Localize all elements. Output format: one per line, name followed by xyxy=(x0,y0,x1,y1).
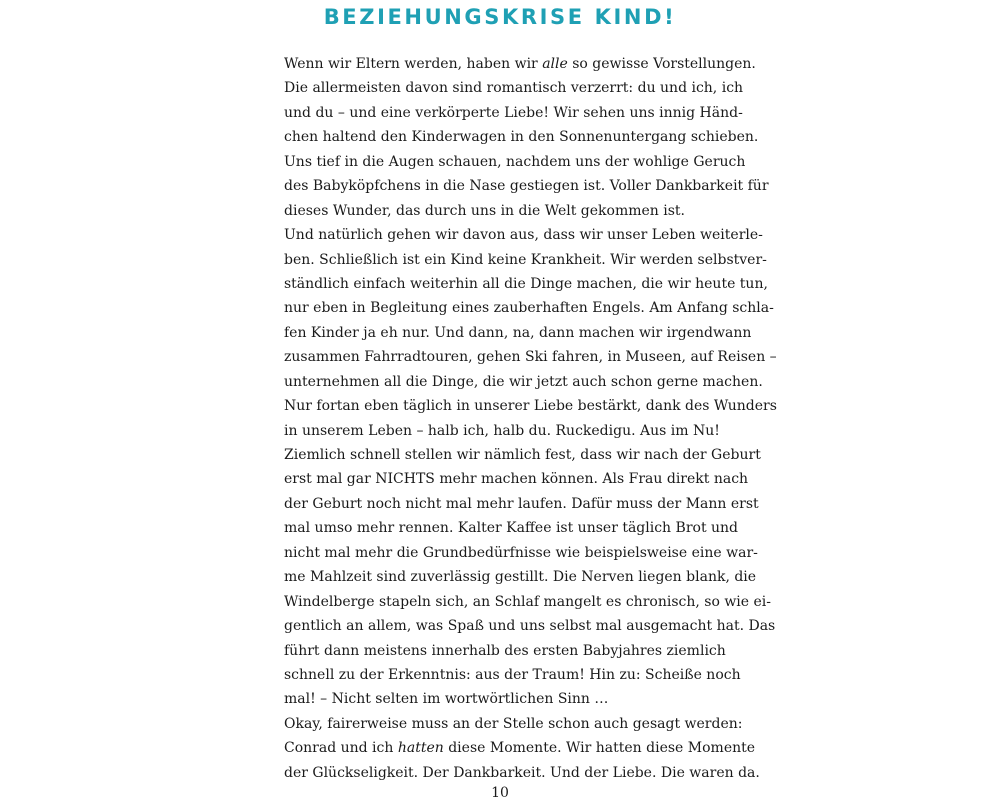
text-segment: ben. Schließlich ist ein Kind keine Krankheit. Wir werden selbstver- xyxy=(284,251,767,268)
text-line xyxy=(284,321,752,345)
text-line xyxy=(284,443,761,467)
text-segment: nicht mal mehr die Grundbedürfnisse wie beispielsweise eine war- xyxy=(284,544,758,561)
text-segment: me Mahlzeit sind zuverlässig gestillt. Die Nerven liegen blank, die xyxy=(284,569,757,586)
text-segment: schnell zu der Erkenntnis: aus der Traum! Hin zu: Scheiße noch xyxy=(284,666,741,683)
text-line xyxy=(284,101,743,125)
text-segment: Okay, fairerweise muss an der Stelle schon auch gesagt werden: xyxy=(284,715,743,732)
text-line xyxy=(284,663,741,687)
page-number: 10 xyxy=(491,785,509,801)
text-segment: und du – und eine verkörperte Liebe! Wir sehen uns innig Händ- xyxy=(284,104,743,121)
text-line xyxy=(284,52,756,76)
text-segment: mal umso mehr rennen. Kalter Kaffee ist unser täglich Brot und xyxy=(284,520,739,537)
text-segment: Wenn wir Eltern werden, haben wir xyxy=(284,56,543,72)
text-line xyxy=(284,614,776,638)
text-line xyxy=(284,492,759,516)
text-segment: dieses Wunder, das durch uns in die Welt gekommen ist. xyxy=(284,202,685,219)
text-segment: in unserem Leben – halb ich, halb du. Ruckedigu. Aus im Nu! xyxy=(284,422,720,439)
text-line xyxy=(284,248,767,272)
text-segment: Nur fortan eben täglich in unserer Liebe bestärkt, dank des Wunders xyxy=(284,398,777,415)
text-line xyxy=(284,272,768,296)
text-line xyxy=(284,687,718,711)
text-segment: der Glückseligkeit. Der Dankbarkeit. Und der Liebe. Die waren da. xyxy=(284,764,760,781)
text-line xyxy=(284,516,739,540)
text-segment: zusammen Fahrradtouren, gehen Ski fahren, in Museen, auf Reisen – xyxy=(284,349,777,366)
text-line xyxy=(284,736,756,760)
text-segment: Ziemlich schnell stellen wir nämlich fest, dass wir nach der Geburt xyxy=(284,447,761,463)
text-line xyxy=(284,419,718,443)
text-line xyxy=(284,541,758,565)
text-line xyxy=(284,370,763,394)
text-line xyxy=(284,590,772,614)
text-line xyxy=(284,199,718,223)
text-segment: diese Momente. Wir hatten diese Momente xyxy=(443,740,756,757)
text-segment: fen Kinder ja eh nur. Und dann, na, dann machen wir irgendwann xyxy=(284,324,752,341)
text-segment: erst mal gar NICHTS mehr machen können. Als Frau direkt nach xyxy=(284,471,749,488)
text-segment: führt dann meistens innerhalb des ersten Babyjahres ziemlich xyxy=(284,642,726,659)
text-segment: Und natürlich gehen wir davon aus, dass wir unser Leben weiterle- xyxy=(284,227,763,244)
text-segment: mal! – Nicht selten im wortwörtlichen Sinn … xyxy=(284,691,609,708)
text-segment: nur eben in Begleitung eines zauberhaften Engels. Am Anfang schla- xyxy=(284,300,774,317)
text-line xyxy=(284,467,749,491)
text-line xyxy=(284,761,760,785)
text-line xyxy=(284,345,777,369)
body-text xyxy=(284,52,777,785)
text-line xyxy=(284,150,746,174)
text-line xyxy=(284,565,757,589)
text-segment: chen haltend den Kinderwagen in den Sonnenuntergang schieben. xyxy=(284,129,759,146)
text-segment: Die allermeisten davon sind romantisch verzerrt: du und ich, ich xyxy=(284,80,744,97)
text-line xyxy=(284,394,777,418)
text-segment: des Babyköpfchens in die Nase gestiegen ist. Voller Dankbarkeit für xyxy=(284,178,769,195)
text-segment: Conrad und ich xyxy=(284,740,398,757)
text-segment: unternehmen all die Dinge, die wir jetzt auch schon gerne machen. xyxy=(284,373,763,390)
text-segment: so gewisse Vorstellungen. xyxy=(567,56,756,72)
text-line xyxy=(284,639,726,663)
text-line xyxy=(284,296,774,320)
text-segment: gentlich an allem, was Spaß und uns selbst mal ausgemacht hat. Das xyxy=(284,618,776,635)
emphasized-text: hatten xyxy=(397,740,444,757)
text-line xyxy=(284,76,744,100)
text-line xyxy=(284,223,763,247)
text-segment: Uns tief in die Augen schauen, nachdem uns der wohlige Geruch xyxy=(284,153,746,170)
page-title: BEZIEHUNGSKRISE KIND! xyxy=(323,5,677,29)
text-segment: der Geburt noch nicht mal mehr laufen. Dafür muss der Mann erst xyxy=(284,495,759,512)
text-segment: Windelberge stapeln sich, an Schlaf mangelt es chronisch, so wie ei- xyxy=(284,593,772,610)
text-line xyxy=(284,712,743,736)
text-line xyxy=(284,174,769,198)
emphasized-text: alle xyxy=(542,56,568,72)
text-line xyxy=(284,125,759,149)
text-segment: ständlich einfach weiterhin all die Dinge machen, die wir heute tun, xyxy=(284,275,768,292)
